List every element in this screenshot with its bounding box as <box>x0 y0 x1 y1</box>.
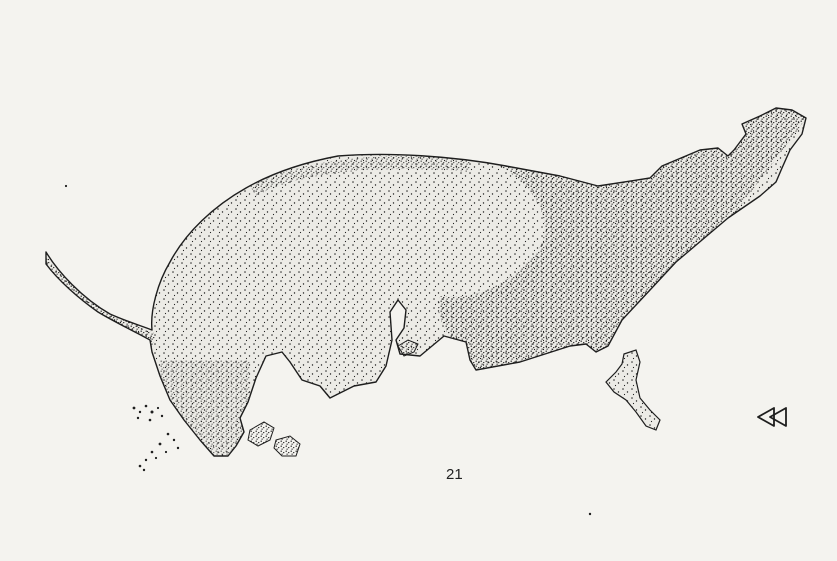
east-island <box>606 350 660 430</box>
double-left-arrow-icon[interactable] <box>756 405 792 429</box>
main-island <box>40 100 820 470</box>
south-islets <box>248 422 300 456</box>
page-number: 21 <box>446 466 463 483</box>
